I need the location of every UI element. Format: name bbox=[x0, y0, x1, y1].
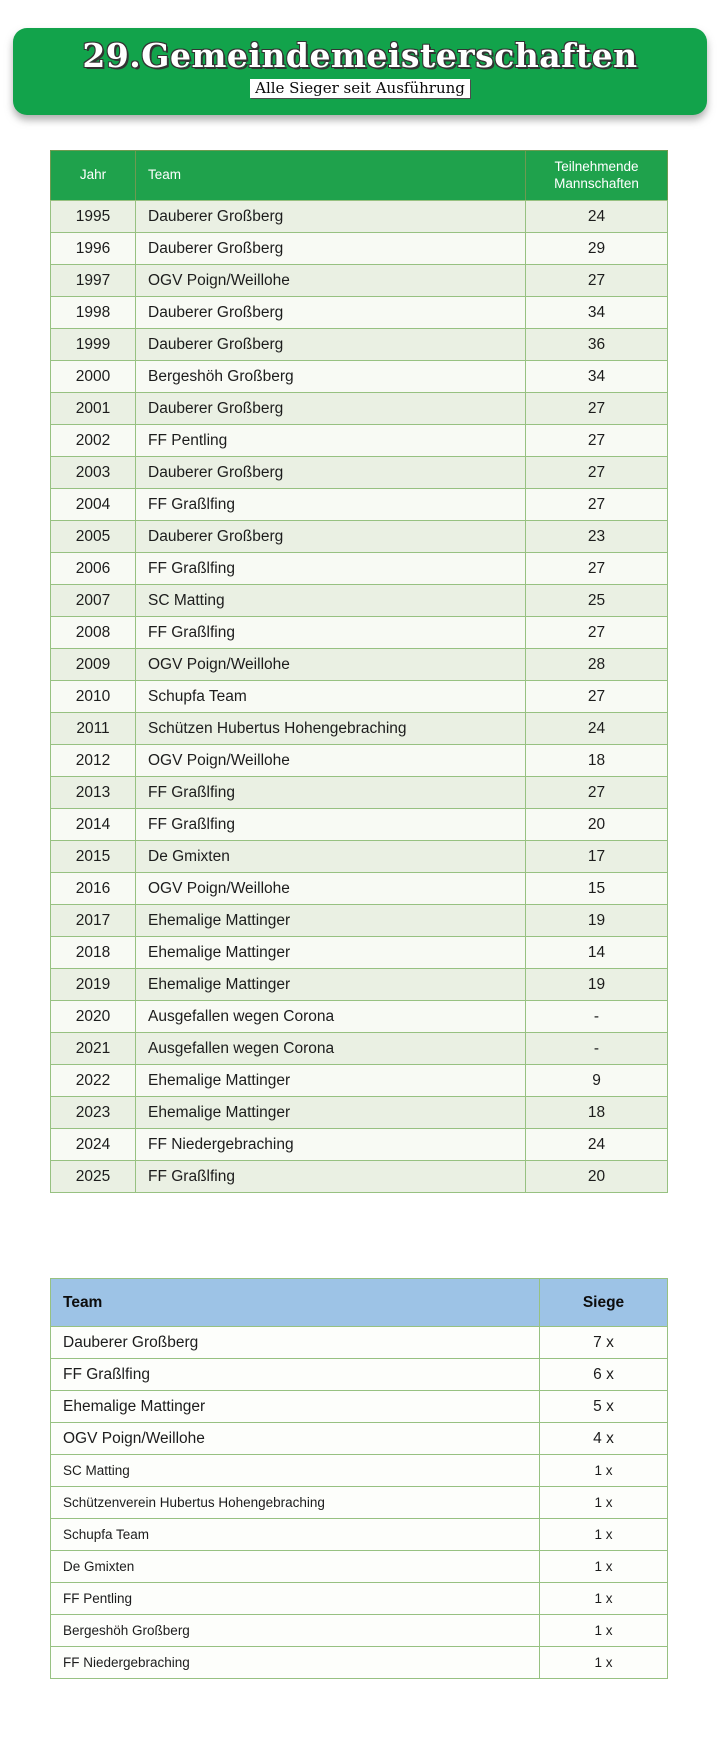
team-cell: FF Pentling bbox=[51, 1583, 540, 1615]
count-cell: 27 bbox=[526, 617, 668, 649]
count-cell: 27 bbox=[526, 393, 668, 425]
table-row bbox=[51, 745, 668, 777]
team-cell: Dauberer Großberg bbox=[51, 1327, 540, 1359]
table-row bbox=[51, 361, 668, 393]
count-cell: 27 bbox=[526, 265, 668, 297]
team-cell: OGV Poign/Weillohe bbox=[136, 649, 526, 681]
team-cell: FF Graßlfing bbox=[136, 777, 526, 809]
table-row bbox=[51, 393, 668, 425]
team-cell: OGV Poign/Weillohe bbox=[136, 265, 526, 297]
count-cell: 34 bbox=[526, 361, 668, 393]
wins-table-header bbox=[51, 1279, 668, 1327]
team-cell: FF Graßlfing bbox=[51, 1359, 540, 1391]
wins-table bbox=[50, 1278, 668, 1679]
count-cell: 28 bbox=[526, 649, 668, 681]
count-cell: 24 bbox=[526, 713, 668, 745]
table-row bbox=[51, 489, 668, 521]
table-row bbox=[51, 937, 668, 969]
count-cell: 14 bbox=[526, 937, 668, 969]
count-cell: 23 bbox=[526, 521, 668, 553]
count-cell: 19 bbox=[526, 905, 668, 937]
team-cell: Dauberer Großberg bbox=[136, 233, 526, 265]
year-cell: 2000 bbox=[51, 361, 136, 393]
count-cell: 18 bbox=[526, 1097, 668, 1129]
header-row bbox=[51, 151, 668, 201]
team-cell: Schützen Hubertus Hohengebraching bbox=[136, 713, 526, 745]
count-cell: 24 bbox=[526, 1129, 668, 1161]
year-cell: 1995 bbox=[51, 201, 136, 233]
team-cell: Ehemalige Mattinger bbox=[136, 969, 526, 1001]
year-cell: 2017 bbox=[51, 905, 136, 937]
year-cell: 2022 bbox=[51, 1065, 136, 1097]
wins-cell: 7 x bbox=[540, 1327, 668, 1359]
table-row bbox=[51, 233, 668, 265]
col-header-siege: Siege bbox=[540, 1279, 668, 1327]
year-cell: 2012 bbox=[51, 745, 136, 777]
team-cell: Schützenverein Hubertus Hohengebraching bbox=[51, 1487, 540, 1519]
year-cell: 2005 bbox=[51, 521, 136, 553]
year-cell: 2011 bbox=[51, 713, 136, 745]
team-cell: Bergeshöh Großberg bbox=[136, 361, 526, 393]
year-cell: 2016 bbox=[51, 873, 136, 905]
count-cell: 27 bbox=[526, 489, 668, 521]
wins-cell: 5 x bbox=[540, 1391, 668, 1423]
team-cell: FF Niedergebraching bbox=[51, 1647, 540, 1679]
year-cell: 2018 bbox=[51, 937, 136, 969]
team-cell: Ausgefallen wegen Corona bbox=[136, 1001, 526, 1033]
wins-cell: 1 x bbox=[540, 1615, 668, 1647]
table-row bbox=[51, 713, 668, 745]
table-row bbox=[51, 201, 668, 233]
table-row bbox=[51, 521, 668, 553]
team-cell: FF Graßlfing bbox=[136, 489, 526, 521]
col-header-jahr: Jahr bbox=[51, 151, 136, 201]
year-cell: 2014 bbox=[51, 809, 136, 841]
team-cell: OGV Poign/Weillohe bbox=[136, 873, 526, 905]
table-row bbox=[51, 1033, 668, 1065]
table-row bbox=[51, 585, 668, 617]
count-cell: 25 bbox=[526, 585, 668, 617]
wins-cell: 1 x bbox=[540, 1647, 668, 1679]
team-cell: Ausgefallen wegen Corona bbox=[136, 1033, 526, 1065]
table-row bbox=[51, 1423, 668, 1455]
table-row bbox=[51, 1647, 668, 1679]
year-cell: 2025 bbox=[51, 1161, 136, 1193]
count-cell: 27 bbox=[526, 425, 668, 457]
table-row bbox=[51, 777, 668, 809]
count-cell: 24 bbox=[526, 201, 668, 233]
team-cell: FF Niedergebraching bbox=[136, 1129, 526, 1161]
table-row bbox=[51, 1065, 668, 1097]
team-cell: Dauberer Großberg bbox=[136, 521, 526, 553]
team-cell: Schupfa Team bbox=[136, 681, 526, 713]
year-cell: 2004 bbox=[51, 489, 136, 521]
year-cell: 2003 bbox=[51, 457, 136, 489]
count-cell: 29 bbox=[526, 233, 668, 265]
year-cell: 2024 bbox=[51, 1129, 136, 1161]
count-cell: 20 bbox=[526, 809, 668, 841]
team-cell: Dauberer Großberg bbox=[136, 201, 526, 233]
table-row bbox=[51, 649, 668, 681]
year-cell: 1996 bbox=[51, 233, 136, 265]
team-cell: Ehemalige Mattinger bbox=[136, 1097, 526, 1129]
team-cell: Dauberer Großberg bbox=[136, 457, 526, 489]
table-row bbox=[51, 265, 668, 297]
count-cell: 34 bbox=[526, 297, 668, 329]
wins-cell: 1 x bbox=[540, 1455, 668, 1487]
results-table-header bbox=[51, 151, 668, 201]
year-cell: 2006 bbox=[51, 553, 136, 585]
team-cell: SC Matting bbox=[51, 1455, 540, 1487]
team-cell: FF Graßlfing bbox=[136, 617, 526, 649]
team-cell: OGV Poign/Weillohe bbox=[51, 1423, 540, 1455]
team-cell: Bergeshöh Großberg bbox=[51, 1615, 540, 1647]
count-cell: 27 bbox=[526, 553, 668, 585]
team-cell: Dauberer Großberg bbox=[136, 329, 526, 361]
team-cell: FF Pentling bbox=[136, 425, 526, 457]
table-row bbox=[51, 1327, 668, 1359]
team-cell: OGV Poign/Weillohe bbox=[136, 745, 526, 777]
table-row bbox=[51, 1161, 668, 1193]
count-cell: 18 bbox=[526, 745, 668, 777]
table-row bbox=[51, 681, 668, 713]
year-cell: 1999 bbox=[51, 329, 136, 361]
table-row bbox=[51, 1455, 668, 1487]
table-row bbox=[51, 329, 668, 361]
year-cell: 2023 bbox=[51, 1097, 136, 1129]
table-row bbox=[51, 1519, 668, 1551]
table-row bbox=[51, 1391, 668, 1423]
table-row bbox=[51, 873, 668, 905]
year-cell: 2019 bbox=[51, 969, 136, 1001]
count-cell: - bbox=[526, 1033, 668, 1065]
table-row bbox=[51, 1001, 668, 1033]
col-header-team: Team bbox=[51, 1279, 540, 1327]
year-cell: 1998 bbox=[51, 297, 136, 329]
wins-cell: 1 x bbox=[540, 1519, 668, 1551]
table-row bbox=[51, 809, 668, 841]
year-cell: 2001 bbox=[51, 393, 136, 425]
year-cell: 2020 bbox=[51, 1001, 136, 1033]
team-cell: FF Graßlfing bbox=[136, 553, 526, 585]
count-cell: 27 bbox=[526, 777, 668, 809]
count-cell: 27 bbox=[526, 457, 668, 489]
team-cell: Dauberer Großberg bbox=[136, 393, 526, 425]
team-cell: Ehemalige Mattinger bbox=[136, 937, 526, 969]
table-row bbox=[51, 297, 668, 329]
count-cell: 19 bbox=[526, 969, 668, 1001]
year-cell: 2007 bbox=[51, 585, 136, 617]
table-row bbox=[51, 553, 668, 585]
page-subtitle: Alle Sieger seit Ausführung bbox=[250, 79, 470, 98]
count-cell: 17 bbox=[526, 841, 668, 873]
col-header-teilnehmende: Teilnehmende Mannschaften bbox=[526, 151, 668, 201]
table-row bbox=[51, 905, 668, 937]
count-cell: 36 bbox=[526, 329, 668, 361]
team-cell: Ehemalige Mattinger bbox=[136, 1065, 526, 1097]
team-cell: De Gmixten bbox=[136, 841, 526, 873]
wins-cell: 6 x bbox=[540, 1359, 668, 1391]
page-title: 29.Gemeindemeisterschaften bbox=[82, 36, 638, 75]
team-cell: FF Graßlfing bbox=[136, 809, 526, 841]
count-cell: 27 bbox=[526, 681, 668, 713]
wins-cell: 4 x bbox=[540, 1423, 668, 1455]
results-table bbox=[50, 150, 668, 1193]
table-row bbox=[51, 617, 668, 649]
table-row bbox=[51, 425, 668, 457]
team-cell: Ehemalige Mattinger bbox=[51, 1391, 540, 1423]
count-cell: 20 bbox=[526, 1161, 668, 1193]
results-table-body bbox=[51, 201, 668, 1193]
team-cell: Ehemalige Mattinger bbox=[136, 905, 526, 937]
year-cell: 2010 bbox=[51, 681, 136, 713]
wins-table-body bbox=[51, 1327, 668, 1679]
table-row bbox=[51, 1487, 668, 1519]
table-row bbox=[51, 1615, 668, 1647]
count-cell: - bbox=[526, 1001, 668, 1033]
table-row bbox=[51, 1359, 668, 1391]
year-cell: 2015 bbox=[51, 841, 136, 873]
table-row bbox=[51, 1583, 668, 1615]
count-cell: 15 bbox=[526, 873, 668, 905]
team-cell: De Gmixten bbox=[51, 1551, 540, 1583]
table-row bbox=[51, 969, 668, 1001]
wins-cell: 1 x bbox=[540, 1487, 668, 1519]
year-cell: 2013 bbox=[51, 777, 136, 809]
year-cell: 2009 bbox=[51, 649, 136, 681]
team-cell: Dauberer Großberg bbox=[136, 297, 526, 329]
year-cell: 2002 bbox=[51, 425, 136, 457]
header-row bbox=[51, 1279, 668, 1327]
col-header-team: Team bbox=[136, 151, 526, 201]
year-cell: 2021 bbox=[51, 1033, 136, 1065]
team-cell: SC Matting bbox=[136, 585, 526, 617]
wins-cell: 1 x bbox=[540, 1551, 668, 1583]
wins-cell: 1 x bbox=[540, 1583, 668, 1615]
team-cell: FF Graßlfing bbox=[136, 1161, 526, 1193]
table-row bbox=[51, 1129, 668, 1161]
year-cell: 1997 bbox=[51, 265, 136, 297]
team-cell: Schupfa Team bbox=[51, 1519, 540, 1551]
year-cell: 2008 bbox=[51, 617, 136, 649]
title-banner bbox=[13, 28, 707, 115]
table-row bbox=[51, 1551, 668, 1583]
table-row bbox=[51, 457, 668, 489]
table-row bbox=[51, 1097, 668, 1129]
count-cell: 9 bbox=[526, 1065, 668, 1097]
table-row bbox=[51, 841, 668, 873]
